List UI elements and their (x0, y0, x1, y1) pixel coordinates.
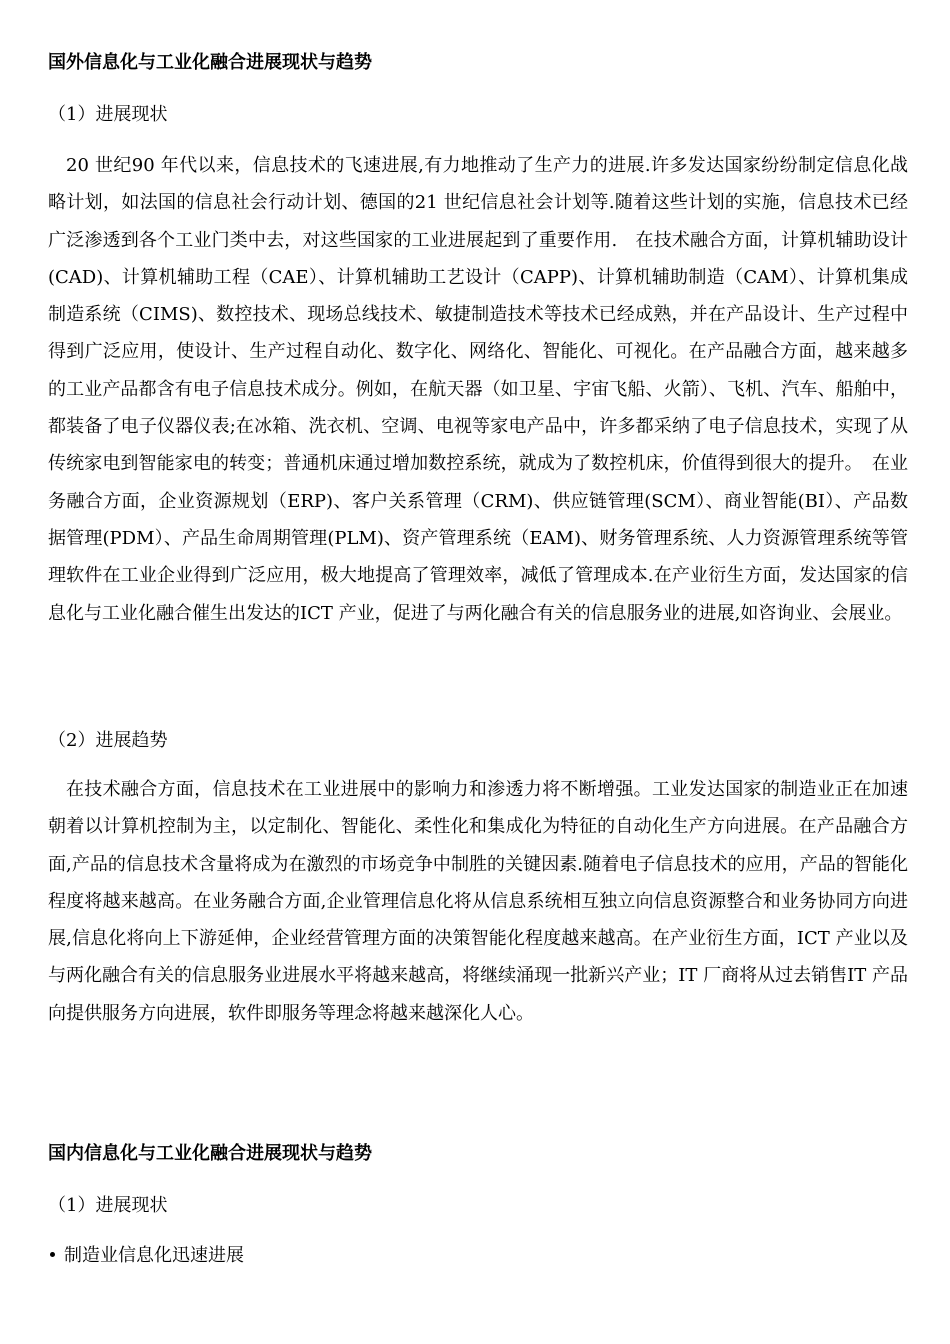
list-item-label: 制造业信息化迅速进展 (64, 1245, 244, 1266)
list-item (50, 1244, 244, 1268)
paragraph-foreign-trend: 在技术融合方面，信息技术在工业进展中的影响力和渗透力将不断增强。工业发达国家的制造业正在加速朝着以计算机控制为主，以定制化、智能化、柔性化和集成化为特征的自动化生产方向进展。在产品融合方面,产品的信息技术含量将成为在激烈的市场竞争中制胜的关键因素.随着电子信息技术的应用，产品的智能化程度将越来越高。在业务融合方面,企业管理信息化将从信息系统相互独立向信息资源整合和业务协同方向进展,信息化将向上下游延伸，企业经营管理方面的决策智能化程度越来越高。在产业衍生方面，ICT 产业以及与两化融合有关的信息服务业进展水平将越来越高，将继续涌现一批新兴产业；IT 厂商将从过去销售IT 产品向提供服务方向进展，软件即服务等理念将越来越深化人心。 (48, 779, 908, 1024)
section-heading-foreign: 国外信息化与工业化融合进展现状与趋势 (48, 52, 372, 73)
subsection-status-foreign: （1）进展现状 (48, 104, 168, 125)
bullet-icon (50, 1252, 55, 1257)
subsection-status-domestic: （1）进展现状 (48, 1195, 168, 1216)
section-heading-domestic: 国内信息化与工业化融合进展现状与趋势 (48, 1143, 372, 1164)
paragraph-foreign-status: 20 世纪90 年代以来，信息技术的飞速进展,有力地推动了生产力的进展.许多发达国家纷纷制定信息化战略计划，如法国的信息社会行动计划、德国的21 世纪信息社会计划等.随着这些计划的实施，信息技术已经广泛渗透到各个工业门类中去，对这些国家的工业进展起到了重要作用. 在技术融合方面，计算机辅助设计(CAD)、计算机辅助工程（CAE）、计算机辅助工艺设计（CAPP)、计算机辅助制造（CAM）、计算机集成制造系统（CIMS)、数控技术、现场总线技术、敏捷制造技术等技术已经成熟，并在产品设计、生产过程中得到广泛应用，使设计、生产过程自动化、数字化、网络化、智能化、可视化。在产品融合方面，越来越多的工业产品都含有电子信息技术成分。例如，在航天器（如卫星、宇宙飞船、火箭）、飞机、汽车、船舶中，都装备了电子仪器仪表;在冰箱、洗衣机、空调、电视等家电产品中，许多都采纳了电子信息技术，实现了从传统家电到智能家电的转变；普通机床通过增加数控系统，就成为了数控机床，价值得到很大的提升。 在业务融合方面，企业资源规划（ERP)、客户关系管理（CRM)、供应链管理(SCM）、商业智能(BI）、产品数据管理(PDM）、产品生命周期管理(PLM)、资产管理系统（EAM)、财务管理系统、人力资源管理系统等管理软件在工业企业得到广泛应用，极大地提高了管理效率，减低了管理成本.在产业衍生方面，发达国家的信息化与工业化融合催生出发达的ICT 产业，促进了与两化融合有关的信息服务业的进展,如咨询业、会展业。 (48, 155, 908, 624)
subsection-trend-foreign: （2）进展趋势 (48, 730, 168, 751)
